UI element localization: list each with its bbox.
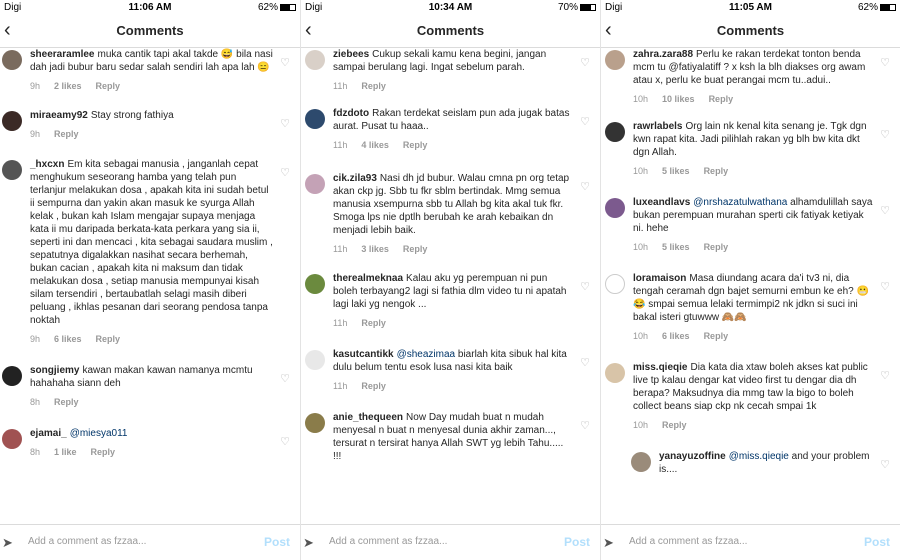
avatar[interactable] <box>305 109 325 129</box>
comment-meta <box>333 139 574 152</box>
comment-username[interactable]: yanayuzoffine <box>659 451 726 462</box>
reply-button[interactable]: Reply <box>361 318 386 328</box>
mention-link[interactable]: @miss.qieqie <box>728 451 789 462</box>
comment-text: therealmeknaa Kalau aku yg perempuan ni pun boleh terbayang2 lagi si fathia dlm video tu ni apatah lagi laki yg nengok ... <box>333 273 567 310</box>
comment-username[interactable]: miraeamy92 <box>30 110 88 121</box>
back-arrow-icon[interactable]: ‹ <box>305 19 312 41</box>
comment-input[interactable]: Add a comment as fzzaa... <box>329 536 448 547</box>
comment-username[interactable]: kasutcantikk <box>333 349 394 360</box>
comment-username[interactable]: ejamai_ <box>30 428 67 439</box>
reply-button[interactable]: Reply <box>361 81 386 91</box>
status-bar <box>601 0 900 16</box>
reply-button[interactable]: Reply <box>54 397 79 407</box>
status-bar <box>0 0 300 16</box>
comment-time: 9h <box>30 334 41 344</box>
likes-count[interactable]: 6 likes <box>662 331 690 341</box>
status-time: 10:34 AM <box>428 2 473 13</box>
avatar[interactable] <box>605 50 625 70</box>
comment-username[interactable]: fdzdoto <box>333 108 370 119</box>
comment-username[interactable]: songjiemy <box>30 365 80 376</box>
comment-username[interactable]: sheeraramlee <box>30 49 95 60</box>
reply-button[interactable]: Reply <box>95 81 121 91</box>
heart-icon[interactable]: ♡ <box>880 281 890 293</box>
comment-text: kasutcantikk @sheazimaa biarlah kita sibuk hal kita dulu belum tentu esok lusa nasi kita baik <box>333 349 567 373</box>
heart-icon[interactable]: ♡ <box>280 57 290 69</box>
comment-meta <box>30 396 274 409</box>
reply-button[interactable]: Reply <box>708 94 734 104</box>
page-title: Comments <box>416 23 485 38</box>
comment-item <box>301 172 600 256</box>
battery-status <box>858 2 896 13</box>
heart-icon[interactable]: ♡ <box>880 57 890 69</box>
comment-text: _hxcxn Em kita sebagai manusia , janganlah cepat menghukum seseorang hamba yang telah pun terlanjur melakukan dosa , apakah kita ini sudah betul ii sempurna dan yakin akan masuk ke syurga Allah kelak , bukan kah Islam mengajar supaya menjaga kata ii mu daripada berkata-kata perkara yang sia ii, seperti ini dan mencaci , kita sebagai saudara muslim , sepatutnya digalakkan nasihat secara berhemah, bukan cacian , apakah kita ni maksum dan tidak melakukan dosa , setiap manusia mempunyai kisah silam tersendiri , bertaubatlah selagi masih diberi peluang , ikhlas pesanan dari seorang pendosa tanpa noktah <box>30 159 273 326</box>
comment-body <box>633 196 874 254</box>
reply-button[interactable]: Reply <box>95 334 121 344</box>
send-icon[interactable]: ➤ <box>2 535 13 550</box>
comment-item <box>0 364 300 409</box>
comment-meta <box>333 243 574 256</box>
comment-body <box>633 272 874 343</box>
likes-count[interactable]: 3 likes <box>361 244 389 254</box>
heart-icon[interactable]: ♡ <box>880 205 890 217</box>
comment-input[interactable]: Add a comment as fzzaa... <box>629 536 748 547</box>
comment-body <box>333 272 574 330</box>
comment-username[interactable]: therealmeknaa <box>333 273 404 284</box>
battery-status <box>558 2 596 13</box>
carrier-label: Digi <box>4 2 22 13</box>
navigation-bar <box>601 16 900 48</box>
comment-time: 9h <box>30 129 41 139</box>
comments-panel <box>600 0 900 560</box>
comment-time: 10h <box>633 420 649 430</box>
comment-input[interactable]: Add a comment as fzzaa... <box>28 536 147 547</box>
comment-time: 10h <box>633 331 649 341</box>
comment-meta <box>30 80 274 93</box>
heart-icon[interactable]: ♡ <box>580 181 590 193</box>
comment-item <box>601 272 900 343</box>
comment-composer <box>601 524 900 560</box>
comment-username[interactable]: rawrlabels <box>633 121 683 132</box>
comment-time: 8h <box>30 397 41 407</box>
heart-icon[interactable]: ♡ <box>580 57 590 69</box>
heart-icon[interactable]: ♡ <box>880 459 890 471</box>
comment-body <box>333 172 574 256</box>
comment-time: 11h <box>333 140 348 150</box>
comment-text: yanayuzoffine @miss.qieqie and your problem is.... <box>659 451 870 475</box>
comment-meta <box>633 165 874 178</box>
avatar[interactable] <box>305 413 325 433</box>
avatar[interactable] <box>631 452 651 472</box>
avatar[interactable] <box>2 429 22 449</box>
comment-body <box>30 364 274 409</box>
heart-icon[interactable]: ♡ <box>280 167 290 179</box>
comment-time: 9h <box>30 81 41 91</box>
comment-text: loramaison Masa diundang acara da'i tv3 ni, dia tengah ceramah dgn bajet semurni embun ke eh? 😬😂 smpai semua lelaki termimpi2 nk jdkn si suci ini bakal isteri gtuwww 🙈🙈 <box>633 273 869 323</box>
comment-time: 11h <box>333 244 348 254</box>
reply-button[interactable]: Reply <box>703 331 729 341</box>
comment-username[interactable]: luxeandlavs <box>633 197 691 208</box>
avatar[interactable] <box>305 50 325 70</box>
comment-composer <box>0 524 300 560</box>
comment-item <box>301 48 600 93</box>
avatar[interactable] <box>605 198 625 218</box>
comment-item <box>601 120 900 178</box>
comment-meta <box>333 317 574 330</box>
avatar[interactable] <box>605 122 625 142</box>
comment-item <box>601 450 900 476</box>
likes-count[interactable]: 10 likes <box>662 94 695 104</box>
comment-text: ziebees Cukup sekali kamu kena begini, jangan sampai berulang lagi. Ingat sebelum parah. <box>333 49 547 73</box>
comment-item <box>0 109 300 141</box>
battery-icon <box>880 4 896 11</box>
comment-username[interactable]: zahra.zara88 <box>633 49 694 60</box>
back-arrow-icon[interactable]: ‹ <box>605 19 612 41</box>
comment-meta <box>30 128 274 141</box>
comment-body <box>30 48 274 93</box>
comment-body <box>30 158 274 346</box>
comment-text: songjiemy kawan makan kawan namanya mcmtu hahahaha siann deh <box>30 365 253 389</box>
heart-icon[interactable]: ♡ <box>580 357 590 369</box>
comment-time: 11h <box>333 381 348 391</box>
heart-icon[interactable]: ♡ <box>580 116 590 128</box>
comment-item <box>0 158 300 346</box>
heart-icon[interactable]: ♡ <box>280 118 290 130</box>
comment-time: 11h <box>333 81 348 91</box>
send-icon[interactable]: ➤ <box>303 535 314 550</box>
reply-button[interactable]: Reply <box>703 242 729 252</box>
heart-icon[interactable]: ♡ <box>880 370 890 382</box>
comment-list <box>301 48 600 524</box>
navigation-bar <box>0 16 300 48</box>
status-bar <box>301 0 600 16</box>
heart-icon[interactable]: ♡ <box>580 420 590 432</box>
comment-item <box>0 427 300 459</box>
comment-item <box>0 48 300 93</box>
comment-text: fdzdoto Rakan terdekat seislam pun ada jugak batas aurat. Pusat tu haaa.. <box>333 108 570 132</box>
comment-meta <box>633 419 874 432</box>
likes-count[interactable]: 4 likes <box>361 140 389 150</box>
comment-item <box>301 107 600 152</box>
comment-body <box>633 361 874 432</box>
comment-item <box>601 48 900 106</box>
page-title: Comments <box>716 23 785 38</box>
post-button[interactable]: Post <box>863 535 890 549</box>
avatar[interactable] <box>2 111 22 131</box>
comment-username[interactable]: anie_thequeen <box>333 412 404 423</box>
reply-button[interactable]: Reply <box>361 381 386 391</box>
reply-button[interactable]: Reply <box>703 166 729 176</box>
avatar[interactable] <box>2 160 22 180</box>
avatar[interactable] <box>305 274 325 294</box>
comment-text: zahra.zara88 Perlu ke rakan terdekat tonton benda mcm tu @fatiyalatiff ? x ksh la blh diakses org awam atau x, perlu ke buat perangai mcm tu..adui.. <box>633 49 866 86</box>
reply-button[interactable]: Reply <box>662 420 687 430</box>
page-title: Comments <box>116 23 184 38</box>
heart-icon[interactable]: ♡ <box>280 373 290 385</box>
likes-count[interactable]: 5 likes <box>662 166 690 176</box>
send-icon[interactable]: ➤ <box>603 535 614 550</box>
back-arrow-icon[interactable]: ‹ <box>4 19 11 41</box>
comment-list <box>601 48 900 524</box>
comment-body <box>659 450 874 476</box>
avatar[interactable] <box>605 274 625 294</box>
mention-link[interactable]: @nrshazatulwathana <box>693 197 788 208</box>
comment-meta <box>30 446 274 459</box>
battery-icon <box>580 4 596 11</box>
heart-icon[interactable]: ♡ <box>280 436 290 448</box>
post-button[interactable]: Post <box>263 535 290 549</box>
comment-text <box>30 427 274 440</box>
comment-body <box>633 120 874 178</box>
comment-time: 10h <box>633 94 649 104</box>
comment-username[interactable]: cik.zila93 <box>333 173 377 184</box>
comment-body <box>30 427 274 459</box>
comment-meta <box>333 380 574 393</box>
comment-text: anie_thequeen Now Day mudah buat n mudah menyesal n buat n menyesal dunia akhir zaman..., tersurat n tersirat hanya Allah SWT yg lebih Tahu..... !!! <box>333 412 564 462</box>
carrier-label: Digi <box>305 2 323 13</box>
heart-icon[interactable]: ♡ <box>880 129 890 141</box>
comment-item <box>601 196 900 254</box>
comment-list <box>0 48 300 524</box>
comment-body <box>333 48 574 93</box>
comments-panel <box>300 0 600 560</box>
comment-item <box>301 348 600 393</box>
comment-meta <box>30 333 274 346</box>
likes-count[interactable]: 6 likes <box>54 334 82 344</box>
reply-button[interactable]: Reply <box>402 140 428 150</box>
battery-icon <box>280 4 296 11</box>
mention-link[interactable]: @sheazimaa <box>396 349 456 360</box>
reply-button[interactable]: Reply <box>90 447 116 457</box>
likes-count[interactable]: 2 likes <box>54 81 82 91</box>
comment-text: sheeraramlee muka cantik tapi akal takde 😅 bila nasi dah jadi bubur baru sedar salah sendiri lah apa lah 😑 <box>30 49 273 73</box>
comment-item <box>601 361 900 432</box>
comment-body <box>333 107 574 152</box>
avatar[interactable] <box>2 50 22 70</box>
comment-username[interactable]: loramaison <box>633 273 687 284</box>
avatar[interactable] <box>605 363 625 383</box>
likes-count[interactable]: 5 likes <box>662 242 690 252</box>
comment-time: 11h <box>333 318 348 328</box>
comment-time: 10h <box>633 242 649 252</box>
status-time: 11:06 AM <box>128 2 172 13</box>
battery-percent: 70% <box>557 2 578 13</box>
navigation-bar <box>301 16 600 48</box>
comment-item <box>301 411 600 463</box>
battery-percent: 62% <box>857 2 878 13</box>
carrier-label: Digi <box>605 2 623 13</box>
comment-text: luxeandlavs @nrshazatulwathana alhamdulillah saya bukan perempuan murahan sperti cik fatiyak ketiyak ni. hehe <box>633 197 873 234</box>
avatar[interactable] <box>305 350 325 370</box>
comment-username[interactable]: miss.qieqie <box>633 362 688 373</box>
comment-time: 8h <box>30 447 41 457</box>
comment-text: rawrlabels Org lain nk kenal kita senang je. Tgk dgn kwn rapat kita. Jadi pilihlah rakan yg blh bw kita dkt dgn Allah. <box>633 121 867 158</box>
comment-text: cik.zila93 Nasi dh jd bubur. Walau cmna pn org tetap akan ckp jg. Sbb tu fkr sblm bertindak. Mmg semua manusia xsempurna sbb tu Allah bg kita akal tuk fkr. Smoga lps nie dptlh berubah ke arah kebaikan dn menjadi lebih baik. <box>333 173 570 236</box>
comment-body <box>333 348 574 393</box>
avatar[interactable] <box>2 366 22 386</box>
comment-time: 10h <box>633 166 649 176</box>
comment-body <box>30 109 274 141</box>
comment-username[interactable]: _hxcxn <box>30 159 65 170</box>
comment-body <box>333 411 574 463</box>
comment-username[interactable]: ziebees <box>333 49 370 60</box>
comment-item <box>301 272 600 330</box>
mention-link[interactable]: @miesya011 <box>69 428 128 439</box>
comment-meta <box>633 93 874 106</box>
reply-button[interactable]: Reply <box>402 244 428 254</box>
comment-body <box>633 48 874 106</box>
comment-composer <box>301 524 600 560</box>
comment-meta <box>633 330 874 343</box>
battery-percent: 62% <box>257 2 278 13</box>
battery-status <box>258 2 296 13</box>
heart-icon[interactable]: ♡ <box>580 281 590 293</box>
comment-text: miss.qieqie Dia kata dia xtaw boleh akses kat public live tp kalau dengar kat video first tu dengar dia dh berapa? Maksudnya dia mmg taw la bigo to boleh collect beans siap ckp nk cecah smpai 1k <box>633 362 868 412</box>
avatar[interactable] <box>305 174 325 194</box>
status-time: 11:05 AM <box>729 2 772 13</box>
likes-count[interactable]: 1 like <box>54 447 77 457</box>
comments-panel <box>0 0 300 560</box>
post-button[interactable]: Post <box>563 535 590 549</box>
reply-button[interactable]: Reply <box>54 129 79 139</box>
comment-meta <box>333 80 574 93</box>
comment-text: miraeamy92 Stay strong fathiya <box>30 110 174 121</box>
comment-meta <box>633 241 874 254</box>
